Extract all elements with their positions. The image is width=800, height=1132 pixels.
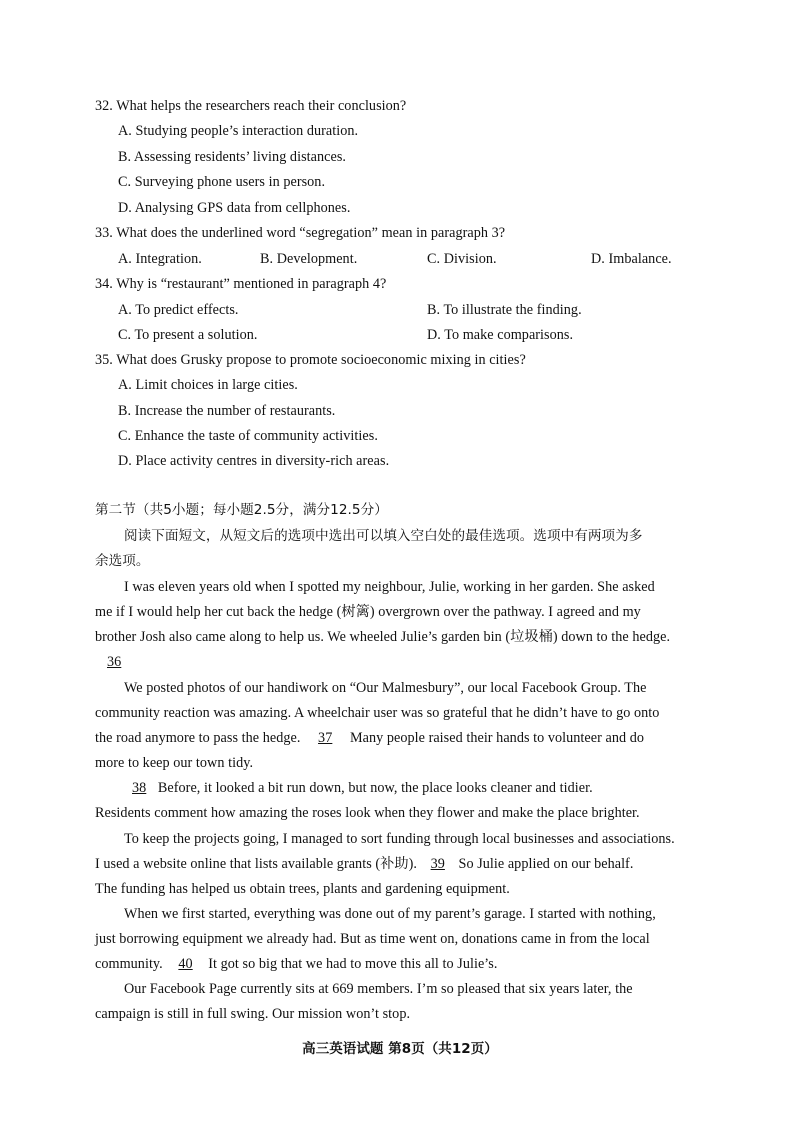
- section-2-instruction: 阅读下面短文，从短文后的选项中选出可以填入空白处的最佳选项。选项中有两项为多: [124, 528, 643, 544]
- page-footer: 高三英语试题 第8页（共12页）: [302, 1041, 498, 1057]
- question-34-option-a: A. To predict effects.: [118, 302, 239, 318]
- passage-paragraph-4-line-2-end: So Julie applied on our behalf.: [458, 856, 634, 872]
- question-32-option-a: A. Studying people’s interaction duration.: [118, 123, 359, 139]
- question-32-option-c: C. Surveying phone users in person.: [118, 174, 326, 190]
- passage-paragraph-2-line-3-end: Many people raised their hands to volunteer and do: [349, 730, 645, 746]
- passage-paragraph-1-line-1: I was eleven years old when I spotted my neighbour, Julie, working in her garden. She asked: [124, 579, 655, 595]
- passage-paragraph-3-line-1-text: Before, it looked a bit run down, but now, the place looks cleaner and tidier.: [157, 780, 593, 796]
- passage-paragraph-6-line-1: Our Facebook Page currently sits at 669 members. I’m so pleased that six years later, the: [124, 981, 633, 997]
- question-33-stem: 33. What does the underlined word “segregation” mean in paragraph 3?: [95, 225, 506, 241]
- section-2-heading: 第二节（共5小题；每小题2.5分，满分12.5分）: [95, 502, 388, 518]
- blank-36: [95, 653, 133, 671]
- passage-paragraph-1-line-2: me if I would help her cut back the hedge (树篱) overgrown over the pathway. I agreed and my: [95, 604, 641, 620]
- question-33-option-c: C. Division.: [427, 251, 497, 267]
- section-2-instruction-cont: 余选项。: [95, 553, 150, 569]
- passage-paragraph-5-line-2: just borrowing equipment we already had. But as time went on, donations came in from the local: [95, 931, 650, 947]
- passage-paragraph-5-line-1: When we first started, everything was done out of my parent’s garage. I started with nothing,: [124, 906, 656, 922]
- blank-36-number: 36: [107, 654, 122, 670]
- question-33-option-a: A. Integration.: [118, 251, 202, 267]
- blank-38: 38: [132, 780, 147, 796]
- question-35-stem: 35. What does Grusky propose to promote socioeconomic mixing in cities?: [95, 352, 526, 368]
- passage-paragraph-5-line-3-end: It got so big that we had to move this all to Julie’s.: [208, 956, 498, 972]
- question-35-option-a: A. Limit choices in large cities.: [118, 377, 298, 393]
- blank-37: 37: [318, 730, 333, 746]
- question-33-option-b: B. Development.: [260, 251, 358, 267]
- passage-paragraph-2-line-3-start: the road anymore to pass the hedge.: [95, 730, 301, 746]
- question-33-option-d: D. Imbalance.: [591, 251, 672, 267]
- passage-paragraph-5-line-3-start: community.: [95, 956, 163, 972]
- blank-40: 40: [178, 956, 193, 972]
- passage-paragraph-2-line-2: community reaction was amazing. A wheelchair user was so grateful that he didn’t have to go onto: [95, 705, 660, 721]
- passage-paragraph-4-line-2-start: I used a website online that lists available grants (补助).: [95, 856, 417, 872]
- question-35-option-b: B. Increase the number of restaurants.: [118, 403, 336, 419]
- blank-39: 39: [430, 856, 445, 872]
- passage-paragraph-6-line-2: campaign is still in full swing. Our mission won’t stop.: [95, 1006, 411, 1022]
- passage-paragraph-2-line-4: more to keep our town tidy.: [95, 755, 254, 771]
- question-34-option-c: C. To present a solution.: [118, 327, 258, 343]
- passage-paragraph-4-line-3: The funding has helped us obtain trees, plants and gardening equipment.: [95, 881, 510, 897]
- question-32-option-d: D. Analysing GPS data from cellphones.: [118, 200, 351, 216]
- question-34-option-b: B. To illustrate the finding.: [427, 302, 582, 318]
- question-32-stem: 32. What helps the researchers reach their conclusion?: [95, 98, 407, 114]
- question-35-option-d: D. Place activity centres in diversity-rich areas.: [118, 453, 390, 469]
- passage-paragraph-5-line-3: [95, 955, 497, 973]
- question-34-option-d: D. To make comparisons.: [427, 327, 574, 343]
- passage-paragraph-3-line-1: [124, 779, 593, 797]
- passage-paragraph-4-line-2: [95, 855, 633, 873]
- question-34-stem: 34. Why is “restaurant” mentioned in paragraph 4?: [95, 276, 387, 292]
- passage-paragraph-2-line-3: [95, 729, 644, 747]
- question-32-option-b: B. Assessing residents’ living distances.: [118, 149, 346, 165]
- passage-paragraph-4-line-1: To keep the projects going, I managed to sort funding through local businesses and associations.: [124, 831, 675, 847]
- passage-paragraph-1-line-3: brother Josh also came along to help us. We wheeled Julie’s garden bin (垃圾桶) down to the hedge.: [95, 629, 671, 645]
- passage-paragraph-3-line-2: Residents comment how amazing the roses look when they flower and make the place brighter.: [95, 805, 640, 821]
- passage-paragraph-2-line-1: We posted photos of our handiwork on “Our Malmesbury”, our local Facebook Group. The: [124, 680, 647, 696]
- question-35-option-c: C. Enhance the taste of community activities.: [118, 428, 378, 444]
